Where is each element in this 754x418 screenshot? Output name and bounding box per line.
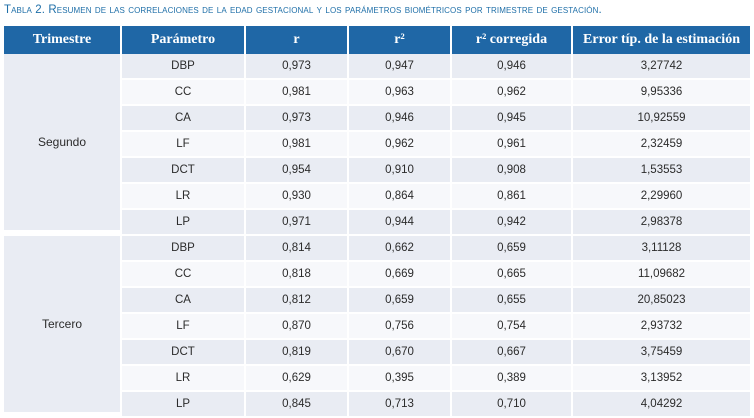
- r2-corregida-cell: 0,861: [452, 184, 573, 210]
- table-header: [4, 26, 750, 54]
- r-cell: 0,981: [246, 80, 349, 106]
- header-row: [4, 26, 750, 54]
- parametro-cell: CC: [122, 80, 246, 106]
- r2-cell: 0,670: [349, 340, 452, 366]
- trimestre-cell: Tercero: [4, 236, 122, 418]
- parametro-cell: CA: [122, 288, 246, 314]
- r2-corregida-cell: 0,389: [452, 366, 573, 392]
- r-cell: 0,954: [246, 158, 349, 184]
- r2-cell: 0,910: [349, 158, 452, 184]
- error-cell: 2,93732: [573, 314, 750, 340]
- r2-corregida-cell: 0,908: [452, 158, 573, 184]
- header-r2-corregida: r² corregida: [452, 26, 573, 54]
- parametro-cell: LF: [122, 314, 246, 340]
- error-cell: 2,32459: [573, 132, 750, 158]
- r2-cell: 0,756: [349, 314, 452, 340]
- r-cell: 0,870: [246, 314, 349, 340]
- parametro-cell: LP: [122, 210, 246, 236]
- table-row: [4, 236, 750, 262]
- header-trimestre: Trimestre: [4, 26, 122, 54]
- r-cell: 0,812: [246, 288, 349, 314]
- error-cell: 4,04292: [573, 392, 750, 418]
- table-body: [4, 54, 750, 418]
- r2-cell: 0,659: [349, 288, 452, 314]
- parametro-cell: DCT: [122, 340, 246, 366]
- r-cell: 0,971: [246, 210, 349, 236]
- error-cell: 10,92559: [573, 106, 750, 132]
- r2-cell: 0,662: [349, 236, 452, 262]
- r-cell: 0,930: [246, 184, 349, 210]
- error-cell: 3,13952: [573, 366, 750, 392]
- r2-corregida-cell: 0,945: [452, 106, 573, 132]
- r-cell: 0,973: [246, 54, 349, 80]
- error-cell: 3,27742: [573, 54, 750, 80]
- r2-cell: 0,395: [349, 366, 452, 392]
- error-cell: 11,09682: [573, 262, 750, 288]
- parametro-cell: LF: [122, 132, 246, 158]
- header-r2: r²: [349, 26, 452, 54]
- parametro-cell: DBP: [122, 236, 246, 262]
- table-row: [4, 54, 750, 80]
- error-cell: 3,75459: [573, 340, 750, 366]
- header-error-tipico: Error típ. de la estimación: [573, 26, 750, 54]
- r2-corregida-cell: 0,659: [452, 236, 573, 262]
- r-cell: 0,845: [246, 392, 349, 418]
- error-cell: 3,11128: [573, 236, 750, 262]
- r-cell: 0,629: [246, 366, 349, 392]
- r-cell: 0,818: [246, 262, 349, 288]
- r2-cell: 0,864: [349, 184, 452, 210]
- r2-corregida-cell: 0,710: [452, 392, 573, 418]
- header-parametro: Parámetro: [122, 26, 246, 54]
- r2-corregida-cell: 0,667: [452, 340, 573, 366]
- error-cell: 2,29960: [573, 184, 750, 210]
- error-cell: 1,53553: [573, 158, 750, 184]
- r2-cell: 0,963: [349, 80, 452, 106]
- r2-corregida-cell: 0,962: [452, 80, 573, 106]
- r2-corregida-cell: 0,754: [452, 314, 573, 340]
- r2-cell: 0,713: [349, 392, 452, 418]
- r-cell: 0,814: [246, 236, 349, 262]
- parametro-cell: CC: [122, 262, 246, 288]
- error-cell: 20,85023: [573, 288, 750, 314]
- r2-corregida-cell: 0,942: [452, 210, 573, 236]
- r-cell: 0,973: [246, 106, 349, 132]
- parametro-cell: LR: [122, 366, 246, 392]
- r2-corregida-cell: 0,946: [452, 54, 573, 80]
- r-cell: 0,819: [246, 340, 349, 366]
- parametro-cell: DCT: [122, 158, 246, 184]
- parametro-cell: LP: [122, 392, 246, 418]
- r2-cell: 0,946: [349, 106, 452, 132]
- r2-cell: 0,947: [349, 54, 452, 80]
- parametro-cell: DBP: [122, 54, 246, 80]
- table-caption: Tabla 2. Resumen de las correlaciones de la edad gestacional y los parámetros biométricos por trimestre de gestación.: [4, 4, 602, 16]
- header-r: r: [246, 26, 349, 54]
- parametro-cell: CA: [122, 106, 246, 132]
- error-cell: 2,98378: [573, 210, 750, 236]
- r2-corregida-cell: 0,655: [452, 288, 573, 314]
- r2-cell: 0,944: [349, 210, 452, 236]
- trimestre-cell: Segundo: [4, 54, 122, 236]
- correlation-table: [4, 26, 750, 418]
- r2-corregida-cell: 0,961: [452, 132, 573, 158]
- parametro-cell: LR: [122, 184, 246, 210]
- r-cell: 0,981: [246, 132, 349, 158]
- r2-corregida-cell: 0,665: [452, 262, 573, 288]
- error-cell: 9,95336: [573, 80, 750, 106]
- r2-cell: 0,962: [349, 132, 452, 158]
- r2-cell: 0,669: [349, 262, 452, 288]
